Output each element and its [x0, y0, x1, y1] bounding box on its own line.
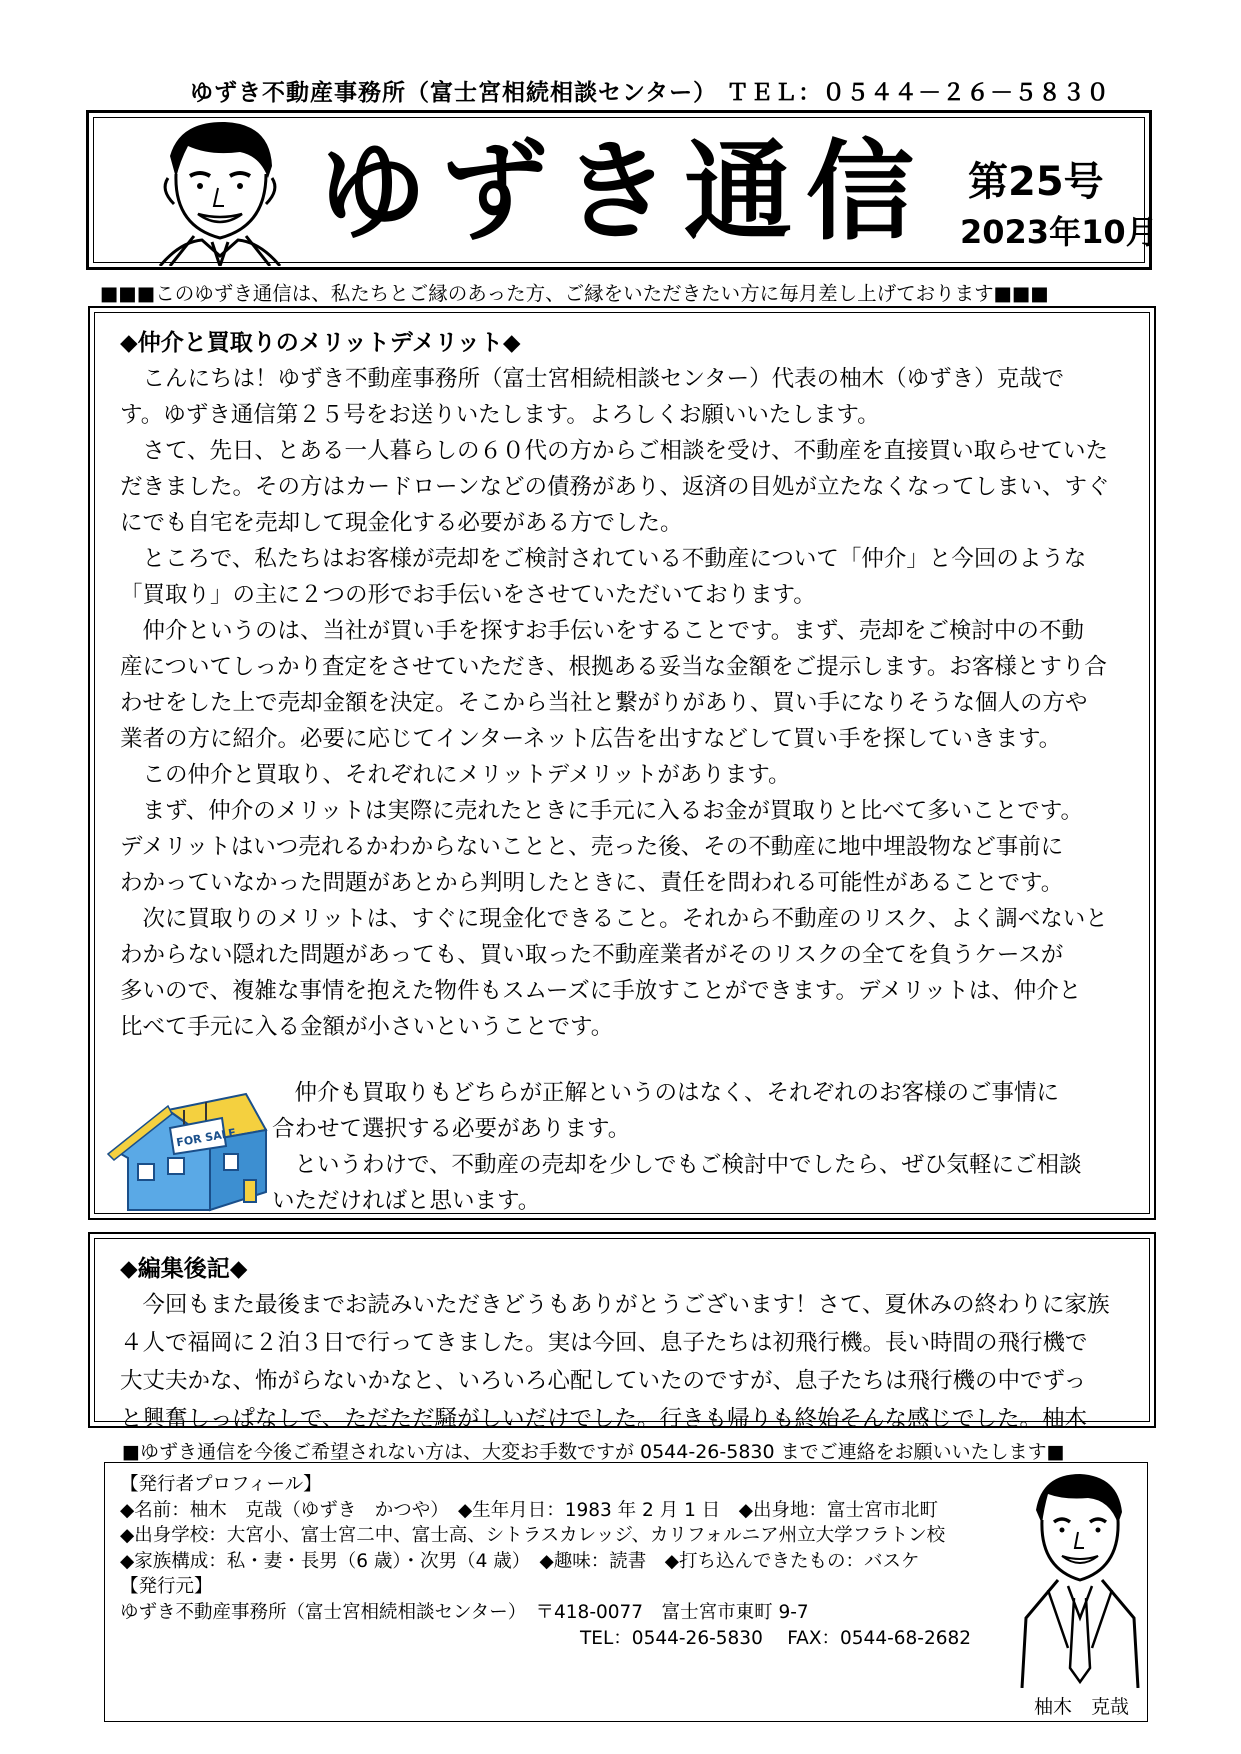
article-line: いただければと思います。	[272, 1188, 541, 1214]
article-tail	[272, 1075, 1082, 1219]
profile-heading: 【発行者プロフィール】	[120, 1474, 322, 1495]
publisher-address: ゆずき不動産事務所（富士宮相続相談センター） 〒418-0077 富士宮市東町 9-7	[120, 1601, 809, 1623]
article-line: さて、先日、とある一人暮らしの６０代の方からご相談を受け、不動産を直接買い取らせていた	[142, 438, 1108, 464]
article-line: こんにちは！ゆずき不動産事務所（富士宮相続相談センター）代表の柚木（ゆずき）克哉で	[142, 366, 1065, 392]
article-line: わかっていなかった問題があとから判明したときに、責任を問われる可能性があることです。	[120, 870, 1064, 896]
article-line: この仲介と買取り、それぞれにメリットデメリットがあります。	[142, 762, 791, 788]
note-line: ４人で福岡に２泊３日で行ってきました。実は今回、息子たちは初飛行機。長い時間の飛行機で	[120, 1330, 1088, 1356]
article-line: 「買取り」の主に２つの形でお手伝いをさせていただいております。	[120, 582, 816, 608]
note-line: と興奮しっぱなしで、ただただ騒がしいだけでした。行きも帰りも終始そんな感じでした。柚木	[120, 1406, 1088, 1432]
article-line: 業者の方に紹介。必要に応じてインターネット広告を出すなどして買い手を探していきます。	[120, 726, 1062, 752]
issue-date: 2023年10月	[960, 213, 1158, 251]
editor-note-body	[120, 1286, 1110, 1438]
profile-line: ◆出身学校：大宮小、富士宮二中、富士高、シトラスカレッジ、カリフォルニア州立大学フラトン校	[120, 1525, 946, 1547]
article-line: 多いので、複雑な事情を抱えた物件もスムーズに手放すことができます。デメリットは、仲介と	[120, 978, 1082, 1004]
profile-text	[120, 1472, 971, 1651]
article-line: まず、仲介のメリットは実際に売れたときに手元に入るお金が買取りと比べて多いことです。	[142, 798, 1084, 824]
editor-note-title: ◆編集後記◆	[120, 1256, 248, 1282]
article-line: す。ゆずき通信第２５号をお送りいたします。よろしくお願いいたします。	[120, 402, 880, 428]
note-line: 今回もまた最後までお読みいただきどうもありがとうございます！さて、夏休みの終わりに家族	[142, 1292, 1110, 1318]
article-line: ところで、私たちはお客様が売却をご検討されている不動産について「仲介」と今回のような	[142, 546, 1087, 572]
article-line: わせをした上で売却金額を決定。そこから当社と繋がりがあり、買い手になりそうな個人の方や	[120, 690, 1088, 716]
unsubscribe-notice: ■ゆずき通信を今後ご希望されない方は、大変お手数ですが 0544-26-5830 までご連絡をお願いいたします■	[122, 1441, 1065, 1463]
house-for-sale-icon	[106, 1088, 272, 1216]
author-portrait-small-icon	[1018, 1468, 1142, 1688]
for-sale-sign-text: FOR SALE	[175, 1126, 237, 1150]
author-portrait-icon	[140, 116, 300, 266]
note-line: 大丈夫かな、怖がらないかなと、いろいろ心配していたのですが、息子たちは飛行機の中でずっ	[120, 1368, 1087, 1394]
publisher-heading: 【発行元】	[120, 1576, 213, 1598]
article-line: というわけで、不動産の売却を少しでもご検討中でしたら、ぜひ気軽にご相談	[294, 1152, 1082, 1178]
article-body	[120, 361, 1110, 1045]
article-line: デメリットはいつ売れるかわからないことと、売った後、その不動産に地中埋設物など事前に	[120, 834, 1064, 860]
article-title: ◆仲介と買取りのメリットデメリット◆	[120, 330, 521, 356]
profile-line: ◆名前：柚木 克哉（ゆずき かつや） ◆生年月日：1983 年 2 月 1 日 ◆出身地：富士宮市北町	[120, 1499, 938, 1521]
article-line: 仲介というのは、当社が買い手を探すお手伝いをすることです。まず、売却をご検討中の不動	[142, 618, 1084, 644]
profile-line: ◆家族構成：私・妻・長男（6 歳）・次男（4 歳） ◆趣味：読書 ◆打ち込んできたもの：バスケ	[120, 1550, 920, 1572]
portrait-caption: 柚木 克哉	[1034, 1696, 1130, 1718]
article-line: 産についてしっかり査定をさせていただき、根拠ある妥当な金額をご提示します。お客様とすり合	[120, 654, 1107, 680]
article-line: わからない隠れた問題があっても、買い取った不動産業者がそのリスクの全てを負うケースが	[120, 942, 1064, 968]
article-line: 次に買取りのメリットは、すぐに現金化できること。それから不動産のリスク、よく調べないと	[142, 906, 1108, 932]
publisher-contact: TEL：0544-26-5830 FAX：0544-68-2682	[580, 1627, 972, 1649]
article-line: 仲介も買取りもどちらが正解というのはなく、それぞれのお客様のご事情に	[294, 1080, 1060, 1106]
tagline: ■■■このゆずき通信は、私たちとご縁のあった方、ご縁をいただきたい方に毎月差し上げております■■■	[100, 282, 1049, 305]
article-line: 合わせて選択する必要があります。	[272, 1116, 631, 1142]
company-phone-line: ゆずき不動産事務所（富士宮相続相談センター） ＴＥＬ：０５４４－２６－５８３０	[190, 80, 1111, 106]
newsletter-title: ゆずき通信	[318, 130, 929, 255]
issue-number: 第25号	[968, 159, 1104, 205]
article-line: 比べて手元に入る金額が小さいということです。	[120, 1014, 614, 1040]
article-line: にでも自宅を売却して現金化する必要がある方でした。	[120, 510, 683, 536]
article-line: だきました。その方はカードローンなどの債務があり、返済の目処が立たなくなってしまい、すぐ	[120, 474, 1110, 500]
